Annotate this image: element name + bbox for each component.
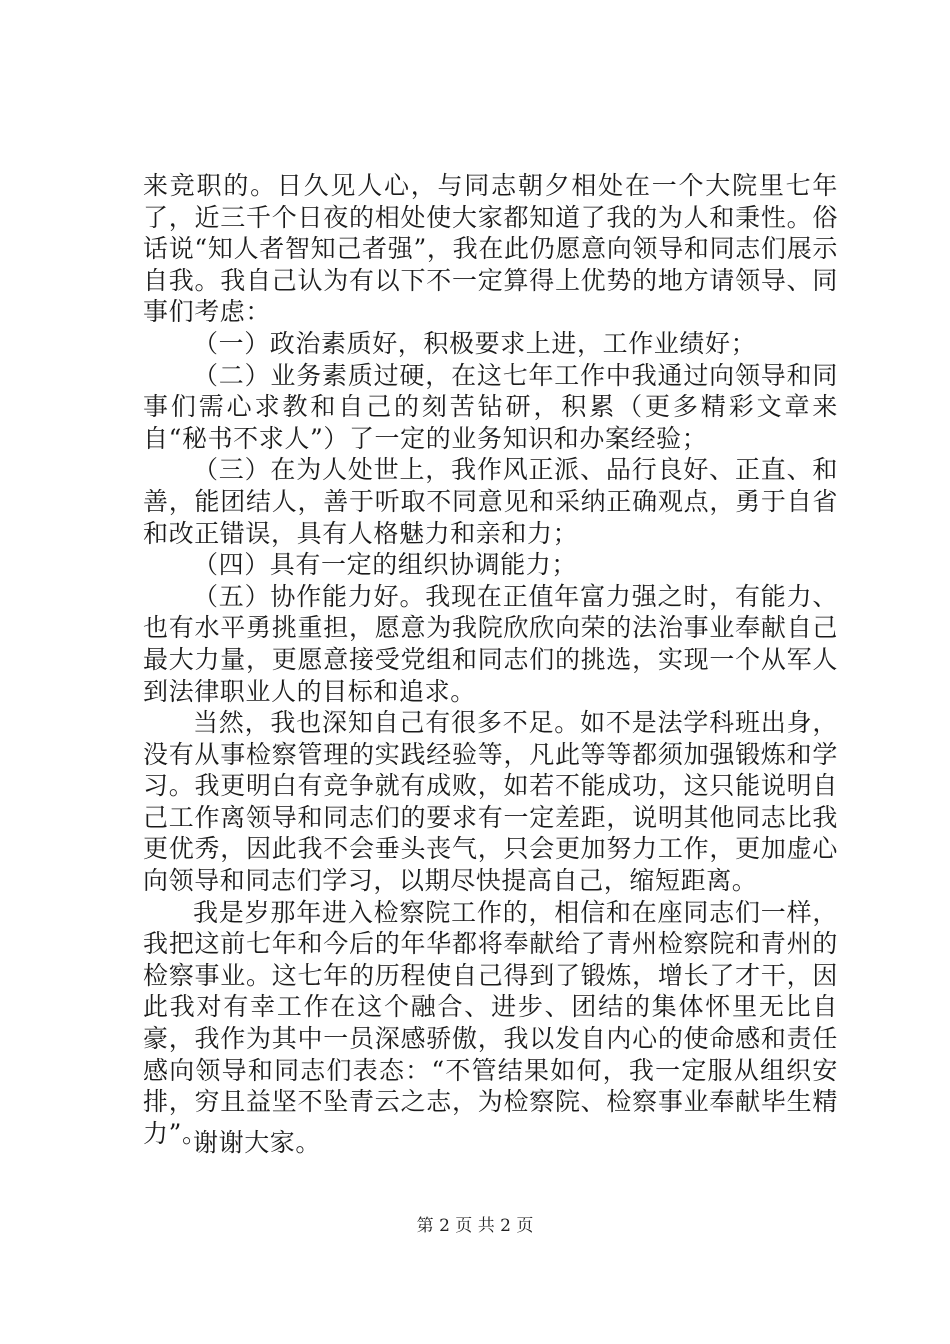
page-footer: 第 2 页 共 2 页 <box>416 1216 534 1236</box>
paragraph-point-5: （五）协作能力好。我现在正值年富力强之时，有能力、也有水平勇挑重担，愿意为我院欣欣向荣的法治事业奉献自己最大力量，更愿意接受党组和同志们的挑选，实现一个从军人到法律职业人的目标和追求。 <box>143 581 838 706</box>
paragraph-intro: 来竞职的。日久见人心，与同志朝夕相处在一个大院里七年了，近三千个日夜的相处使大家都知道了我的为人和秉性。俗话说“知人者智知己者强”，我在此仍愿意向领导和同志们展示自我。我自己认为有以下不一定算得上优势的地方请领导、同事们考虑： <box>143 171 838 327</box>
closing-thanks: 谢谢大家。 <box>193 1128 322 1157</box>
paragraph-shortcomings: 当然，我也深知自己有很多不足。如不是法学科班出身，没有从事检察管理的实践经验等，凡此等等都须加强锻炼和学习。我更明白有竞争就有成败，如若不能成功，这只能说明自己工作离领导和同志们的要求有一定差距，说明其他同志比我更优秀，因此我不会垂头丧气，只会更加努力工作，更加虚心向领导和同志们学习，以期尽快提高自己，缩短距离。 <box>143 708 838 896</box>
paragraph-point-4: （四）具有一定的组织协调能力； <box>193 550 578 580</box>
paragraph-point-1: （一）政治素质好，积极要求上进，工作业绩好； <box>193 328 757 358</box>
paragraph-point-3: （三）在为人处世上，我作风正派、品行良好、正直、和善，能团结人，善于听取不同意见和采纳正确观点，勇于自省和改正错误，具有人格魅力和亲和力； <box>143 455 838 548</box>
paragraph-point-2: （二）业务素质过硬，在这七年工作中我通过向领导和同事们需心求教和自己的刻苦钻研，积累（更多精彩文章来自“秘书不求人”）了一定的业务知识和办案经验； <box>143 360 838 453</box>
document-body <box>143 170 838 1149</box>
paragraph-pledge: 我是岁那年进入检察院工作的，相信和在座同志们一样，我把这前七年和今后的年华都将奉献给了青州检察院和青州的检察事业。这七年的历程使自己得到了锻炼，增长了才干，因此我对有幸工作在这个融合、进步、团结的集体怀里无比自豪，我作为其中一员深感骄傲，我以发自内心的使命感和责任感向领导和同志们表态：“不管结果如何，我一定服从组织安排，穷且益坚不坠青云之志，为检察院、检察事业奉献毕生精力”。 <box>143 897 838 1148</box>
